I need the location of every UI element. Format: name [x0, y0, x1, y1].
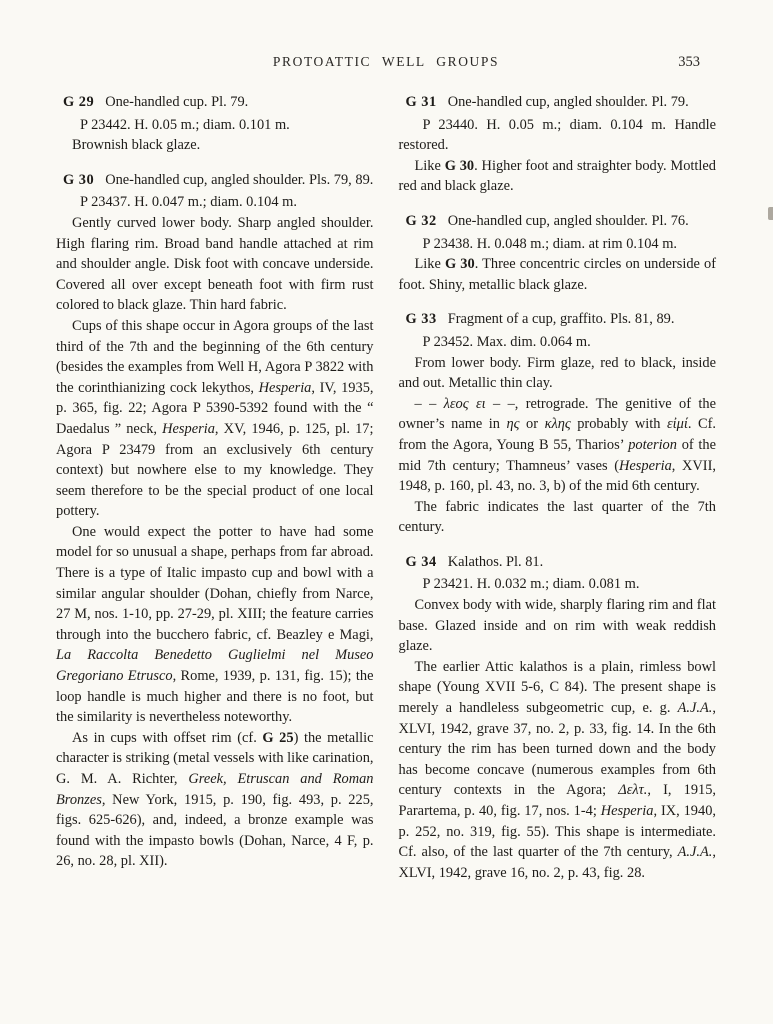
- left-column: [56, 92, 374, 883]
- paragraph: [56, 213, 374, 316]
- text-run: One would expect the potter to have had some model for so unusual a shape, perhaps from far abroad. There is a type of Italic impasto cup and bowl with a similar angular shoulder (Dohan, chiefly from Narce, 27 M, nos. 1-10, pp. 27-29, pl. XIII; the feature carries through into the bucchero fabric, cf. Beazley e Magi,: [56, 523, 374, 643]
- paragraph: [399, 394, 717, 497]
- text-run: , XVII, 1948, p. 160, pl. 43, no. 3, b) of the mid 6th century.: [398, 457, 716, 495]
- text-run: Fragment of a cup, graffito. Pls. 81, 89.: [447, 311, 675, 328]
- text-run: One-handled cup, angled shoulder. Pls. 79, 89.: [105, 171, 374, 188]
- text-run: La Raccolta Benedetto Guglielmi nel Museo Gregoriano Etrusco: [56, 647, 374, 685]
- text-run: Cups of this shape occur in Agora groups of the last third of the 7th and the beginning of the 6th century (besides the examples from Well H, Agora P 3822 with the corinthianizing cock lekythos,: [56, 317, 374, 396]
- paragraph: [399, 254, 717, 295]
- entry-heading: [56, 92, 374, 113]
- text-run: P 23440. H. 0.05 m.; diam. 0.104 m. Handle restored.: [398, 116, 716, 154]
- catalog-number: G 32: [405, 212, 437, 229]
- text-run: , Rome, 1939, p. 131, fig. 15); the loop handle is much higher and there is no foot, but the similarity is nevertheless noteworthy.: [56, 668, 374, 726]
- text-run: , New York, 1915, p. 190, fig. 493, p. 225, figs. 625-626), and, indeed, a bronze example was found with the impasto bowls (Dohan, Narce, 4 F, p. 26, no. 28, pl. XII).: [56, 791, 374, 870]
- text-run: Hesperia: [258, 379, 312, 396]
- text-run: Δελτ.: [618, 782, 648, 799]
- text-run: P 23438. H. 0.048 m.; diam. at rim 0.104 m.: [422, 235, 677, 252]
- text-run: As in cups with offset rim (cf.: [72, 729, 263, 746]
- text-run: Brownish black glaze.: [72, 137, 201, 154]
- catalog-line: [399, 574, 717, 595]
- text-run: . Cf. from the Agora, Young B 55, Tharios’: [398, 416, 716, 453]
- text-run: of the mid 7th century; Thamneus’ vases (: [398, 436, 716, 474]
- catalog-number: G 25: [262, 729, 294, 746]
- text-run: One-handled cup, angled shoulder. Pl. 76.: [447, 212, 689, 229]
- catalog-number: G 34: [405, 553, 437, 570]
- paragraph: [399, 657, 717, 884]
- text-run: P 23421. H. 0.032 m.; diam. 0.081 m.: [422, 576, 640, 593]
- text-run: Hesperia: [600, 803, 654, 819]
- text-run: One-handled cup, angled shoulder. Pl. 79.: [447, 94, 689, 110]
- text-run: Hesperia: [619, 457, 672, 474]
- text-run: . Three concentric circles on underside of foot. Shiny, metallic black glaze.: [398, 256, 716, 293]
- text-run: or: [519, 416, 545, 433]
- paragraph: [399, 497, 717, 538]
- text-run: The fabric indicates the last quarter of the 7th century.: [398, 498, 716, 536]
- text-run: Gently curved lower body. Sharp angled shoulder. High flaring rim. Broad band handle attached at rim and shoulder angle. Disk foot with concave underside. Covered all over except beneath foot with firm rust colored to black glaze. Thin hard fabric.: [56, 214, 374, 314]
- text-run: P 23442. H. 0.05 m.; diam. 0.101 m.: [80, 116, 290, 133]
- text-run: poterion: [628, 436, 677, 453]
- text-run: A.J.A.: [677, 700, 713, 717]
- catalog-number: G 30: [63, 171, 95, 188]
- text-run: Hesperia: [162, 420, 215, 437]
- paragraph: [56, 728, 374, 872]
- text-run: ) the metallic character is striking (metal vessels with like carination, G. M. A. Richter,: [56, 729, 374, 787]
- paragraph: [56, 522, 374, 728]
- paragraph: [56, 135, 374, 156]
- catalog-number: G 30: [444, 157, 475, 174]
- text-run: ης: [506, 416, 520, 433]
- text-run: , XV, 1946, p. 125, pl. 17; Agora P 23479 from an exclusively 6th century context) but nowhere else to my knowledge. They seem therefore to be the special product of one local pottery.: [56, 420, 374, 520]
- text-run: Kalathos. Pl. 81.: [447, 553, 544, 570]
- right-column: [399, 92, 717, 883]
- catalog-line: [56, 192, 374, 213]
- text-run: probably with: [570, 416, 667, 433]
- text-run: From lower body. Firm glaze, red to black, inside and out. Metallic thin clay.: [398, 354, 716, 392]
- text-run: , XLVI, 1942, grave 16, no. 2, p. 43, fig. 28.: [398, 844, 716, 881]
- catalog-number: G 31: [405, 94, 437, 110]
- text-run: εἰμί: [667, 416, 688, 433]
- catalog-line: [399, 234, 717, 255]
- text-run: – –, retrograde. The genitive of the owner’s name in: [398, 395, 716, 433]
- entry-heading: [399, 552, 717, 573]
- text-run: Like: [414, 256, 445, 273]
- catalog-number: G 29: [63, 94, 95, 110]
- text-run: Like: [414, 157, 445, 174]
- text-run: , I, 1915, Parartema, p. 40, fig. 17, nos. 1-4;: [398, 782, 717, 819]
- scan-artifact: [768, 207, 773, 220]
- text-run: – –: [414, 395, 444, 412]
- catalog-line: [399, 115, 717, 156]
- text-run: Convex body with wide, sharply flaring rim and flat base. Glazed inside and on rim with weak reddish glaze.: [398, 597, 716, 655]
- text-run: P 23437. H. 0.047 m.; diam. 0.104 m.: [80, 194, 297, 211]
- text-run: One-handled cup. Pl. 79.: [105, 94, 249, 110]
- entry-heading: [399, 92, 717, 113]
- catalog-line: [399, 332, 717, 353]
- catalog-number: G 33: [405, 311, 437, 328]
- text-run: λεος ει: [443, 395, 486, 412]
- paragraph: [399, 156, 717, 197]
- paragraph: [399, 353, 717, 394]
- entry-heading: [399, 211, 717, 232]
- entry-heading: [399, 309, 717, 330]
- text-run: P 23452. Max. dim. 0.064 m.: [422, 333, 591, 350]
- page-number: 353: [678, 54, 700, 70]
- entry-heading: [56, 170, 374, 191]
- page-header: [56, 54, 716, 74]
- text-run: κλης: [544, 416, 571, 433]
- text-run: The earlier Attic kalathos is a plain, rimless bowl shape (Young XVII 5-6, C 84). The present shape is merely a handleless subgeometric cup, e. g.: [398, 658, 716, 717]
- running-title: PROTOATTIC WELL GROUPS: [272, 54, 500, 69]
- paragraph: [56, 316, 374, 522]
- text-run: . Higher foot and straighter body. Mottled red and black glaze.: [398, 157, 716, 195]
- paragraph: [399, 595, 717, 657]
- text-run: , XLVI, 1942, grave 37, no. 2, p. 33, fig. 14. In the 6th century the rim has been turned down and the body has become concave (numerous examples from 6th century contexts in the Agora;: [398, 700, 716, 799]
- text-run: , IX, 1940, p. 252, no. 319, fig. 55). This shape is intermediate. Cf. also, of the last quarter of the 7th century,: [398, 803, 716, 861]
- text-columns: [56, 92, 716, 883]
- text-run: A.J.A.: [677, 844, 713, 861]
- catalog-number: G 30: [444, 256, 475, 273]
- catalog-line: [56, 115, 374, 136]
- text-run: , IV, 1935, p. 365, fig. 22; Agora P 5390-5392 found with the “ Daedalus ” neck,: [56, 379, 374, 437]
- text-run: Greek, Etruscan and Roman Bronzes: [56, 771, 374, 808]
